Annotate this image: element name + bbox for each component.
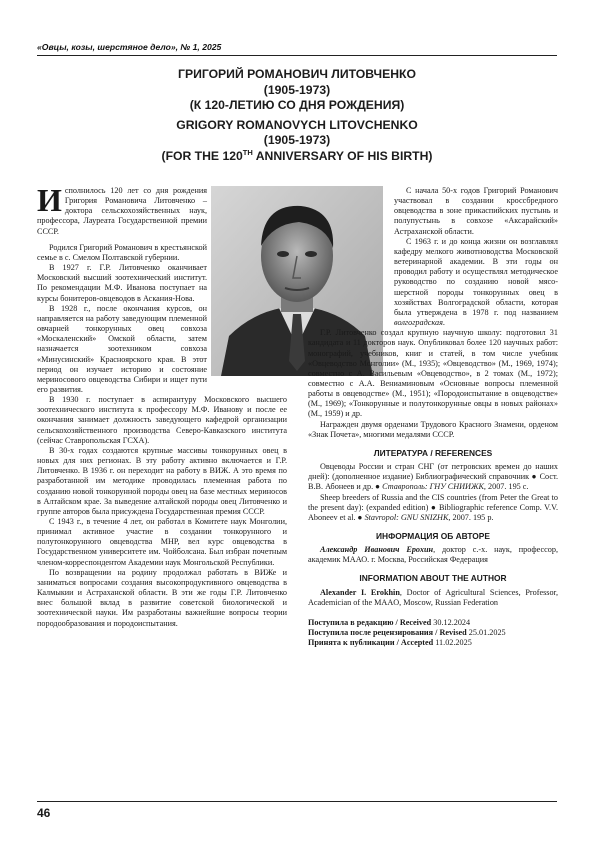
title-en-years: (1905-1973)	[263, 133, 331, 148]
references-list	[308, 462, 558, 523]
journal-header: «Овцы, козы, шерстяное дело», № 1, 2025	[37, 42, 222, 52]
paragraph-8: По возвращении на родину продолжал работать в ВИЖе и заниматься вопросами создания высокопродуктивного овцеводства в Калмыкии и Астраханской области. В эти же годы Г.Р. Литовченко внес большой вклад в развитие советской биологической и зоотехнической науки. Им разработаны важнейшие вопросы теории породообразования и породоиспытания.	[37, 567, 287, 628]
article-dates	[308, 618, 558, 648]
author-info-heading-ru: ИНФОРМАЦИЯ ОБ АВТОРЕ	[376, 531, 490, 541]
paragraph-7: С 1943 г., в течение 4 лет, он работал в Комитете наук Монголии, принимал активное участие в создании тонкорунного и полутонкорунного овцеводства МНР, вел курс овцеводства в Государственном университете им. Чойболсана. Был избран почетным членом-корреспондентом Академии наук Монгольской Республики.	[37, 517, 287, 567]
article-title	[37, 67, 557, 165]
author-info-ru: Александр Иванович Ерохин, доктор с.-х. наук, профессор, академик МААО. г. Москва, Российская Федерация	[308, 545, 558, 565]
references-heading: ЛИТЕРАТУРА / REFERENCES	[373, 447, 493, 458]
right-paragraph-1: С начала 50-х годов Григорий Романович участвовал в создании кроссбредного овцеводства в зоне прикаспийских пустынь и полупустынь в совхозе «Аксарайский» Астраханской области.	[394, 186, 558, 236]
intro-block	[37, 182, 207, 395]
header-rule	[37, 55, 557, 56]
date-accepted: Принята к публикации / Accepted 11.02.2025	[308, 638, 472, 648]
title-ru-years: (1905-1973)	[263, 82, 331, 97]
date-received: Поступила в редакцию / Received 30.12.2024	[308, 617, 471, 627]
author-info-heading-en: INFORMATION ABOUT THE AUTHOR	[359, 573, 507, 584]
reference-en: Sheep breeders of Russia and the CIS countries (from Peter the Great to the present day): (expanded edition) ● Bibliographic reference Comp. V.V. Aboneev et al. ● Stavropol: GNU SNIZHK, 2007. 195 p.	[308, 492, 558, 522]
title-ru-name: ГРИГОРИЙ РОМАНОВИЧ ЛИТОВЧЕНКО	[178, 67, 416, 81]
right-paragraph-4: Награжден двумя орденами Трудового Красного Знамени, орденом «Знак Почета», многими медалями СССР.	[308, 419, 558, 439]
paragraph-1: Исполнилось 120 лет со дня рождения Григория Романовича Литовченко – доктора сельскохозяйственных наук, профессора, Лауреата Государственной премии СССР.	[37, 182, 207, 236]
right-column	[308, 186, 558, 648]
footer-rule	[37, 801, 557, 802]
page-number: 46	[37, 806, 51, 820]
reference-ru: Овцеводы России и стран СНГ (от петровских времен до наших дней): (дополненное издание) Библиографический справочник ● Сост. В.В. Абонеев и др. ● Ставрополь: ГНУ СНИИЖК, 2007. 195 с.	[308, 462, 558, 492]
paragraph-6: В 30-х годах создаются крупные массивы тонкорунных овец в новых для них регионах. В эту работу активно включается и Г.Р. Литовченко. В 1936 г. он переходит на работу в ВИЖ. А это время по разработанной им методике проводилась племенная работа по созданию новой тонкорунной породы овец на базе местных мериносов в Алтайском крае. За выведение алтайской породы овец Литовченко и группе авторов была присуждена Государственная премия СССР.	[37, 445, 287, 516]
paragraph-3: В 1927 г. Г.Р. Литовченко оканчивает Московский высший зоотехнический институт. По рекомендации М.Ф. Иванова поступает на курсы бонитеров-овцеводов в Аскания-Нова.	[37, 263, 207, 303]
paragraph-4: В 1928 г., после окончания курсов, он направляется на работу заведующим племенной овчарней тонкорунных овец совхоза «Москаленский» Омской области, затем назначается зоотехником совхоза «Минусинский» Красноярского края. В этот период он изучает историю и состояние мериносового овцеводства Сибири и ищет пути его развития.	[37, 303, 207, 394]
drop-cap: И	[37, 182, 62, 218]
title-en-subtitle: (FOR THE 120TH ANNIVERSARY OF HIS BIRTH)	[161, 147, 433, 163]
title-ru-subtitle: (К 120-ЛЕТИЮ СО ДНЯ РОЖДЕНИЯ)	[189, 98, 405, 113]
paragraph-2: Родился Григорий Романович в крестьянской семье в с. Смелом Полтавской губернии.	[37, 242, 207, 262]
right-paragraph-3: Г.Р. Литовченко создал крупную научную школу: подготовил 31 кандидата и 11 докторов наук. Опубликовал более 120 научных работ: монографий, учебников, книг и статей, в том числе учебник «Овцеводство Монголии» (М., 1935); «Овцеводство» (М., 1969, 1974); совместно с А. Васильевым «Овцеводство», в 2 томах (М., 1972); совместно с А.А. Вениаминовым «Основные вопросы племенной работы в овцеводстве» (М., 1951); «Породоиспытание в овцеводстве» (М., 1969); «Тонкорунные и полутонкорунные овцы в новых районах» (М., 1959) и др.	[308, 328, 558, 419]
date-revised: Поступила после рецензирования / Revised 25.01.2025	[308, 628, 506, 638]
right-paragraph-2: С 1963 г. и до конца жизни он возглавлял кафедру мелкого животноводства Московской ветеринарной академии. В эти годы он проводил работу и осуществлял методическое руководство по созданию новой мясо-шерстной породы тонкорунных овец в хозяйствах Волгоградской области, которая была утверждена в 1978 г. под названием волгоградская.	[394, 236, 558, 328]
author-info-en: Alexander I. Erokhin, Doctor of Agricultural Sciences, Professor, Academician of the MAAO, Moscow, Russian Federation	[308, 587, 558, 607]
title-en-name: GRIGORY ROMANOVYCH LITOVCHENKO	[176, 117, 418, 132]
left-column	[37, 182, 287, 629]
paragraph-5: В 1930 г. поступает в аспирантуру Московского высшего зоотехнического института к профессору М.Ф. Иванову и после ее окончания занимает должность заведующего кафедрой организации сельскохозяйственного производства Северо-Кавказского института (сейчас Ставропольская ГСХА).	[37, 395, 287, 445]
